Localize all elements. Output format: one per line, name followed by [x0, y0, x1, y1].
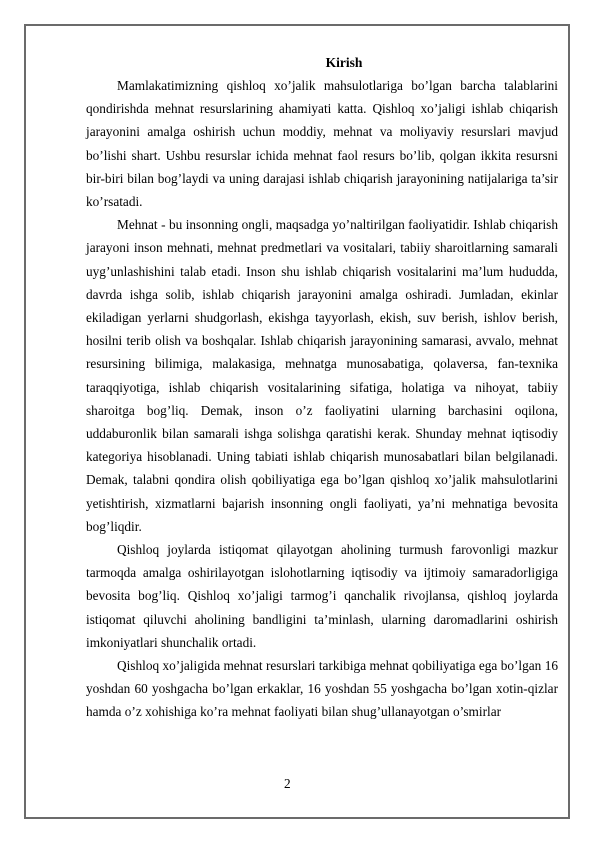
- paragraph-2: Mehnat - bu insonning ongli, maqsadga yo’naltirilgan faoliyatidir. Ishlab chiqarish jarayoni inson mehnati, mehnat predmetlari va vositalari, tabiiy sharoitlarning samarali uyg’unlashishini talab etadi. Inson shu ishlab chiqarish vositalarini ma’lum hududda, davrda ishga solib, ishlab chiqarish jarayonini amalga oshiradi. Jumladan, ekinlar ekiladigan yerlarni shudgorlash, ekishga tayyorlash, ekish, suv berish, ishlov berish, hosilni terib olish va boshqalar. Ishlab chiqarish jarayonining samarasi, avvalo, mehnat resursining bilimiga, malakasiga, mehnatga munosabatiga, qolaversa, fan-texnika taraqqiyotiga, ishlab chiqarish vositalarining sifatiga, holatiga va nihoyat, tabiiy sharoitga bog’liq. Demak, inson o’z faoliyatini ularning barchasini oqilona, uddaburonlik bilan samarali ishga solishga qaratishi kerak. Shunday mehnat iqtisodiy kategoriya hisoblanadi. Uning tabiati ishlab chiqarish munosabatlari bilan belgilanadi. Demak, talabni qondira olish qobiliyatiga ega bo’lgan qishloq xo’jalik mahsulotlarini yetishtirish, xizmatlarni bajarish insonning ongli faoliyati, ya’ni mehnatiga bevosita bog’liqdir.: [86, 217, 558, 534]
- paragraph-1: Mamlakatimizning qishloq xo’jalik mahsulotlariga bo’lgan barcha talablarini qondirishda mehnat resurslarining ahamiyati katta. Qishloq xo’jaligi ishlab chiqarish jarayonini amalga oshirish uchun moddiy, mehnat va moliyaviy resurslari mavjud bo’lishi shart. Ushbu resurslar ichida mehnat faol resurs bo’lib, qolgan ikkita resursni bir-biri bilan bog’laydi va uning darajasi ishlab chiqarish jarayonining natijalariga ta’sir ko’rsatadi.: [86, 78, 558, 210]
- document-body: [86, 52, 558, 724]
- page-number: 2: [284, 776, 291, 791]
- paragraph-4: Qishloq xo’jaligida mehnat resurslari tarkibiga mehnat qobiliyatiga ega bo’lgan 16 yoshdan 60 yoshgacha bo’lgan erkaklar, 16 yoshdan 55 yoshgacha bo’lgan xotin-qizlar hamda o’z xohishiga ko’ra mehnat faoliyati bilan shug’ullanayotgan o’smirlar: [86, 658, 558, 720]
- document-title: Kirish: [325, 55, 363, 70]
- paragraph-3: Qishloq joylarda istiqomat qilayotgan aholining turmush farovonligi mazkur tarmoqda amalga oshirilayotgan islohotlarning iqtisodiy va ijtimoiy samaradorligiga bevosita bog’liq. Qishloq xo’jaligi tarmog’i qanchalik rivojlansa, qishloq joylarda istiqomat qiluvchi aholining bandligini ta’minlash, ularning daromadlarini oshirish imkoniyatlari shunchalik ortadi.: [86, 542, 558, 650]
